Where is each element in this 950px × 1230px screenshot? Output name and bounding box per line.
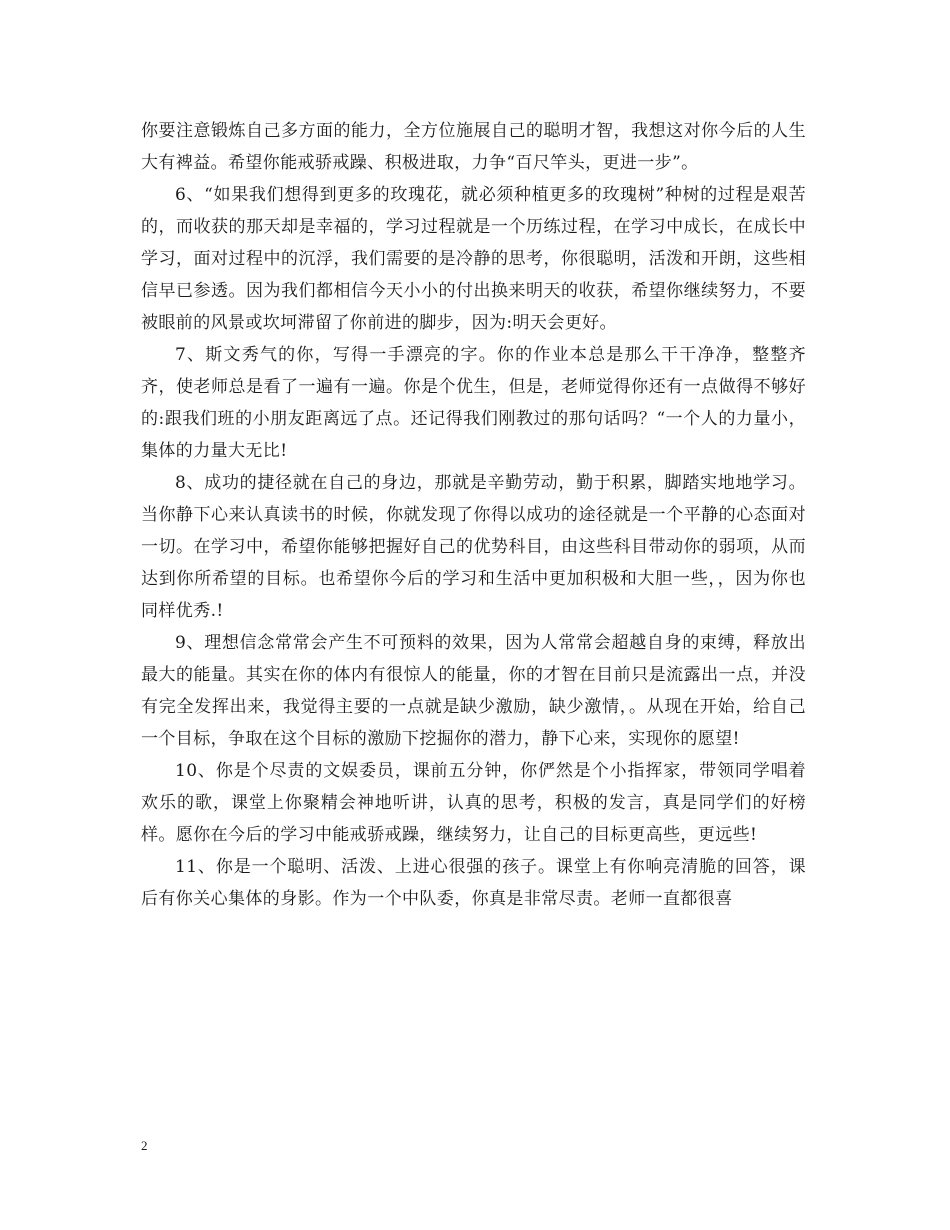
paragraph-item-10: 10、你是个尽责的文娱委员，课前五分钟，你俨然是个小指挥家，带领同学唱着欢乐的歌，课堂上你聚精会神地听讲，认真的思考，积极的发言，真是同学们的好榜样。愿你在今后的学习中能戒骄戒躁，继续努力，让自己的目标更高些，更远些!	[141, 761, 806, 845]
paragraph-item-7: 7、斯文秀气的你，写得一手漂亮的字。你的作业本总是那么干干净净，整整齐齐，使老师总是看了一遍有一遍。你是个优生，但是，老师觉得你还有一点做得不够好的:跟我们班的小朋友距离远了点。还记得我们刚教过的那句话吗？“一个人的力量小，集体的力量大无比!	[141, 345, 806, 461]
paragraph-item-11: 11、你是一个聪明、活泼、上进心很强的孩子。课堂上有你响亮清脆的回答，课后有你关心集体的身影。作为一个中队委，你真是非常尽责。老师一直都很喜	[141, 857, 806, 909]
paragraph-item-9: 9、理想信念常常会产生不可预料的效果，因为人常常会超越自身的束缚，释放出最大的能量。其实在你的体内有很惊人的能量，你的才智在目前只是流露出一点，并没有完全发挥出来，我觉得主要的一点就是缺少激励，缺少激情，。从现在开始，给自己一个目标，争取在这个目标的激励下挖掘你的潜力，静下心来，实现你的愿望!	[141, 633, 806, 749]
paragraph-item-6: 6、“如果我们想得到更多的玫瑰花，就必须种植更多的玫瑰树”种树的过程是艰苦的，而收获的那天却是幸福的，学习过程就是一个历练过程，在学习中成长，在成长中学习，面对过程中的沉浮，我们需要的是冷静的思考，你很聪明，活泼和开朗，这些相信早已参透。因为我们都相信今天小小的付出换来明天的收获，希望你继续努力，不要被眼前的风景或坎坷滞留了你前进的脚步，因为:明天会更好。	[141, 185, 806, 333]
document-body	[141, 115, 806, 915]
paragraph-item-8: 8、成功的捷径就在自己的身边，那就是辛勤劳动，勤于积累，脚踏实地地学习。当你静下心来认真读书的时候，你就发现了你得以成功的途径就是一个平静的心态面对一切。在学习中，希望你能够把握好自己的优势科目，由这些科目带动你的弱项，从而达到你所希望的目标。也希望你今后的学习和生活中更加积极和大胆一些，，因为你也同样优秀.!	[141, 473, 806, 621]
paragraph-continued: 你要注意锻炼自己多方面的能力，全方位施展自己的聪明才智，我想这对你今后的人生大有裨益。希望你能戒骄戒躁、积极进取，力争“百尺竿头，更进一步”。	[141, 121, 806, 173]
page-number: 2	[141, 1138, 148, 1153]
